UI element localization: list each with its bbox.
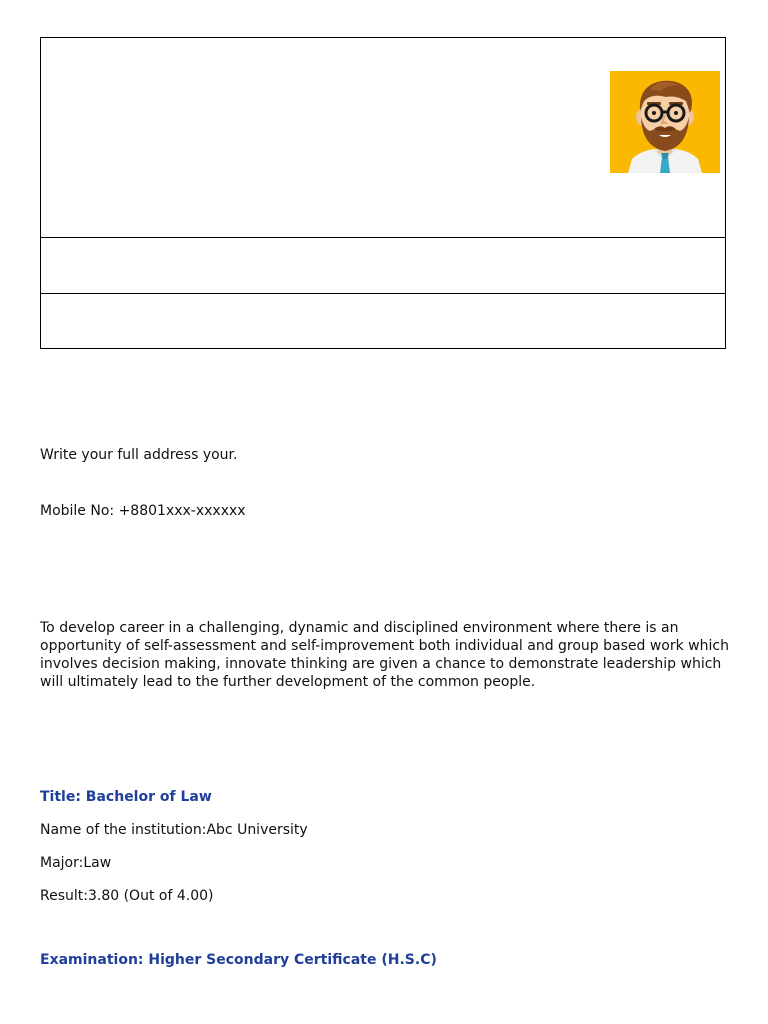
degree-title-heading: Title: Bachelor of Law	[40, 789, 212, 805]
address-text: Write your full address your.	[40, 447, 238, 463]
header-name-row	[41, 38, 725, 238]
mobile-text: Mobile No: +8801xxx-xxxxxx	[40, 503, 246, 519]
institution-text: Name of the institution:Abc University	[40, 822, 308, 838]
career-objective-text: To develop career in a challenging, dynamic and disciplined environment where there is an opportunity of self-assessment and self-improvement both individual and group based work which involves decision making, innovate thinking are given a chance to demonstrate leadership which will ultimately lead to the further development of the common people.	[40, 620, 729, 690]
header-box	[40, 37, 726, 349]
examination-heading: Examination: Higher Secondary Certificate (H.S.C)	[40, 952, 437, 968]
avatar-icon	[610, 71, 720, 173]
result-text: Result:3.80 (Out of 4.00)	[40, 888, 214, 904]
major-text: Major:Law	[40, 855, 112, 871]
header-info-row	[41, 238, 725, 294]
profile-photo	[610, 71, 720, 173]
header-detail-row	[41, 294, 725, 348]
